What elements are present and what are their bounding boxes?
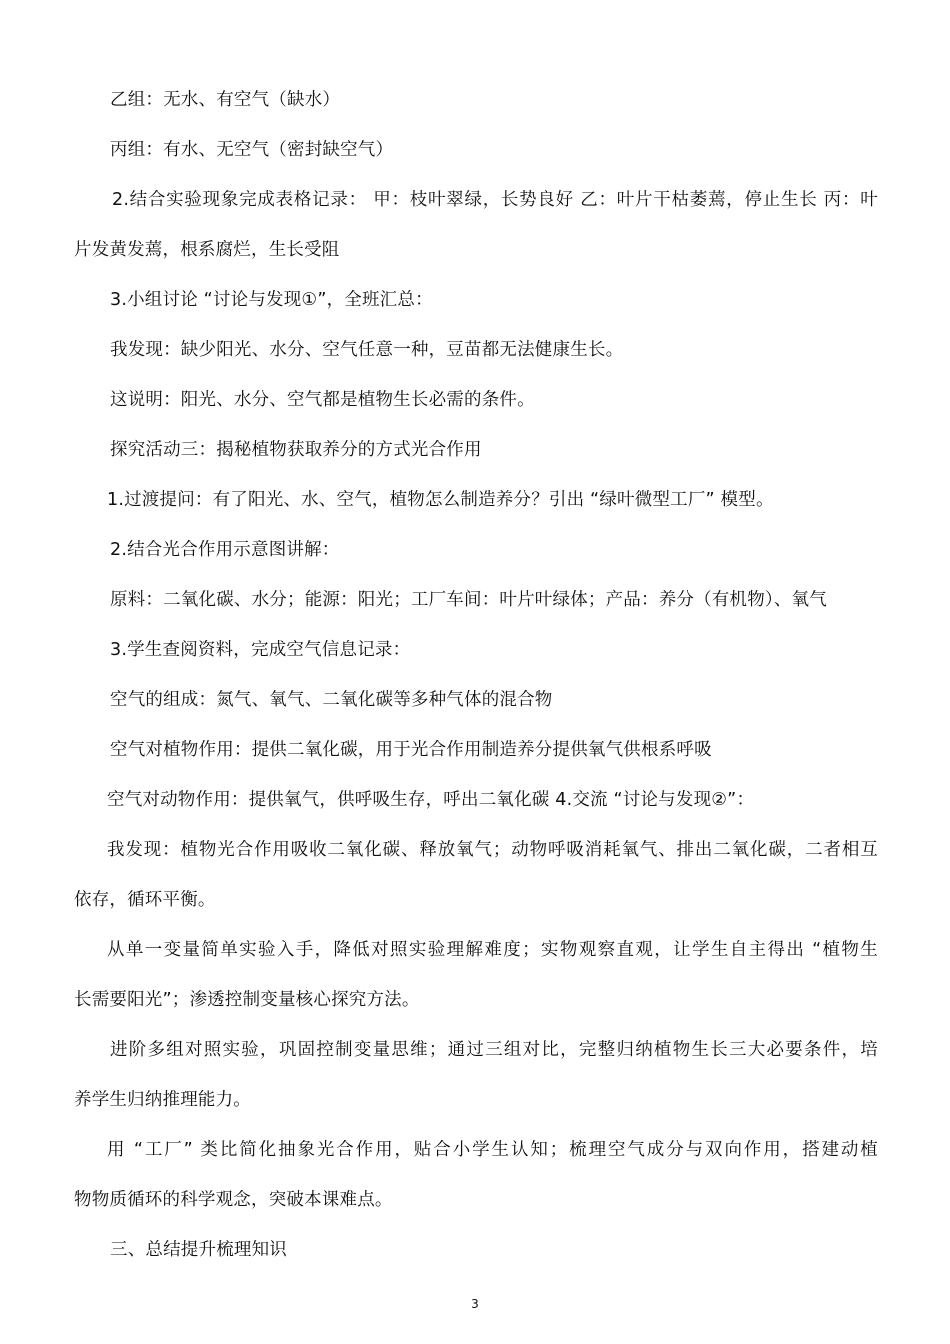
text-line-reflection-1a: 从单一变量简单实验入手，降低对照实验理解难度；实物观察直观，让学生自主得出 “植物生 bbox=[107, 940, 878, 960]
text-line-finding-1: 我发现：缺少阳光、水分、空气任意一种，豆苗都无法健康生长。 bbox=[110, 340, 624, 360]
text-line-finding-2b: 依存，循环平衡。 bbox=[74, 890, 216, 910]
text-line-reflection-2b: 养学生归纳推理能力。 bbox=[74, 1090, 251, 1110]
text-line-materials: 原料：二氧化碳、水分；能源：阳光；工厂车间：叶片叶绿体；产品：养分（有机物）、氧气 bbox=[110, 590, 827, 610]
text-line-reflection-3b: 物物质循环的科学观念，突破本课难点。 bbox=[74, 1190, 393, 1210]
text-line-transition-question: 1.过渡提问：有了阳光、水、空气，植物怎么制造养分？引出 “绿叶微型工厂” 模型。 bbox=[107, 490, 774, 510]
text-line-diagram-explain: 2.结合光合作用示意图讲解： bbox=[110, 540, 340, 560]
page-number: 3 bbox=[471, 1297, 479, 1311]
text-line-air-plants: 空气对植物作用：提供二氧化碳，用于光合作用制造养分提供氧气供根系呼吸 bbox=[110, 740, 712, 760]
text-line-group-bing: 丙组：有水、无空气（密封缺空气） bbox=[110, 140, 394, 160]
text-line-reflection-1b: 长需要阳光”；渗透控制变量核心探究方法。 bbox=[74, 990, 420, 1010]
text-line-record-2: 片发黄发蔫，根系腐烂，生长受阻 bbox=[74, 240, 340, 260]
text-line-research: 3.学生查阅资料，完成空气信息记录： bbox=[110, 640, 411, 660]
text-line-activity-3-heading: 探究活动三：揭秘植物获取养分的方式光合作用 bbox=[110, 440, 482, 460]
text-line-group-yi: 乙组：无水、有空气（缺水） bbox=[110, 90, 341, 110]
section-heading-summary: 三、总结提升梳理知识 bbox=[110, 1240, 287, 1260]
text-line-air-composition: 空气的组成：氮气、氧气、二氧化碳等多种气体的混合物 bbox=[110, 690, 553, 710]
text-line-reflection-2a: 进阶多组对照实验，巩固控制变量思维；通过三组对比，完整归纳植物生长三大必要条件，培 bbox=[110, 1040, 878, 1060]
text-line-air-animals: 空气对动物作用：提供氧气，供呼吸生存，呼出二氧化碳 4.交流 “讨论与发现②”： bbox=[107, 790, 755, 810]
text-line-conclusion-1: 这说明：阳光、水分、空气都是植物生长必需的条件。 bbox=[110, 390, 535, 410]
text-line-discussion-1: 3.小组讨论 “讨论与发现①”，全班汇总： bbox=[110, 290, 433, 310]
text-line-finding-2a: 我发现：植物光合作用吸收二氧化碳、释放氧气；动物呼吸消耗氧气、排出二氧化碳，二者相互 bbox=[107, 840, 878, 860]
text-line-reflection-3a: 用 “工厂” 类比简化抽象光合作用，贴合小学生认知；梳理空气成分与双向作用，搭建动植 bbox=[107, 1140, 878, 1160]
text-line-record-1: 2.结合实验现象完成表格记录： 甲：枝叶翠绿，长势良好 乙：叶片干枯萎蔫，停止生长 丙：叶 bbox=[112, 190, 878, 210]
